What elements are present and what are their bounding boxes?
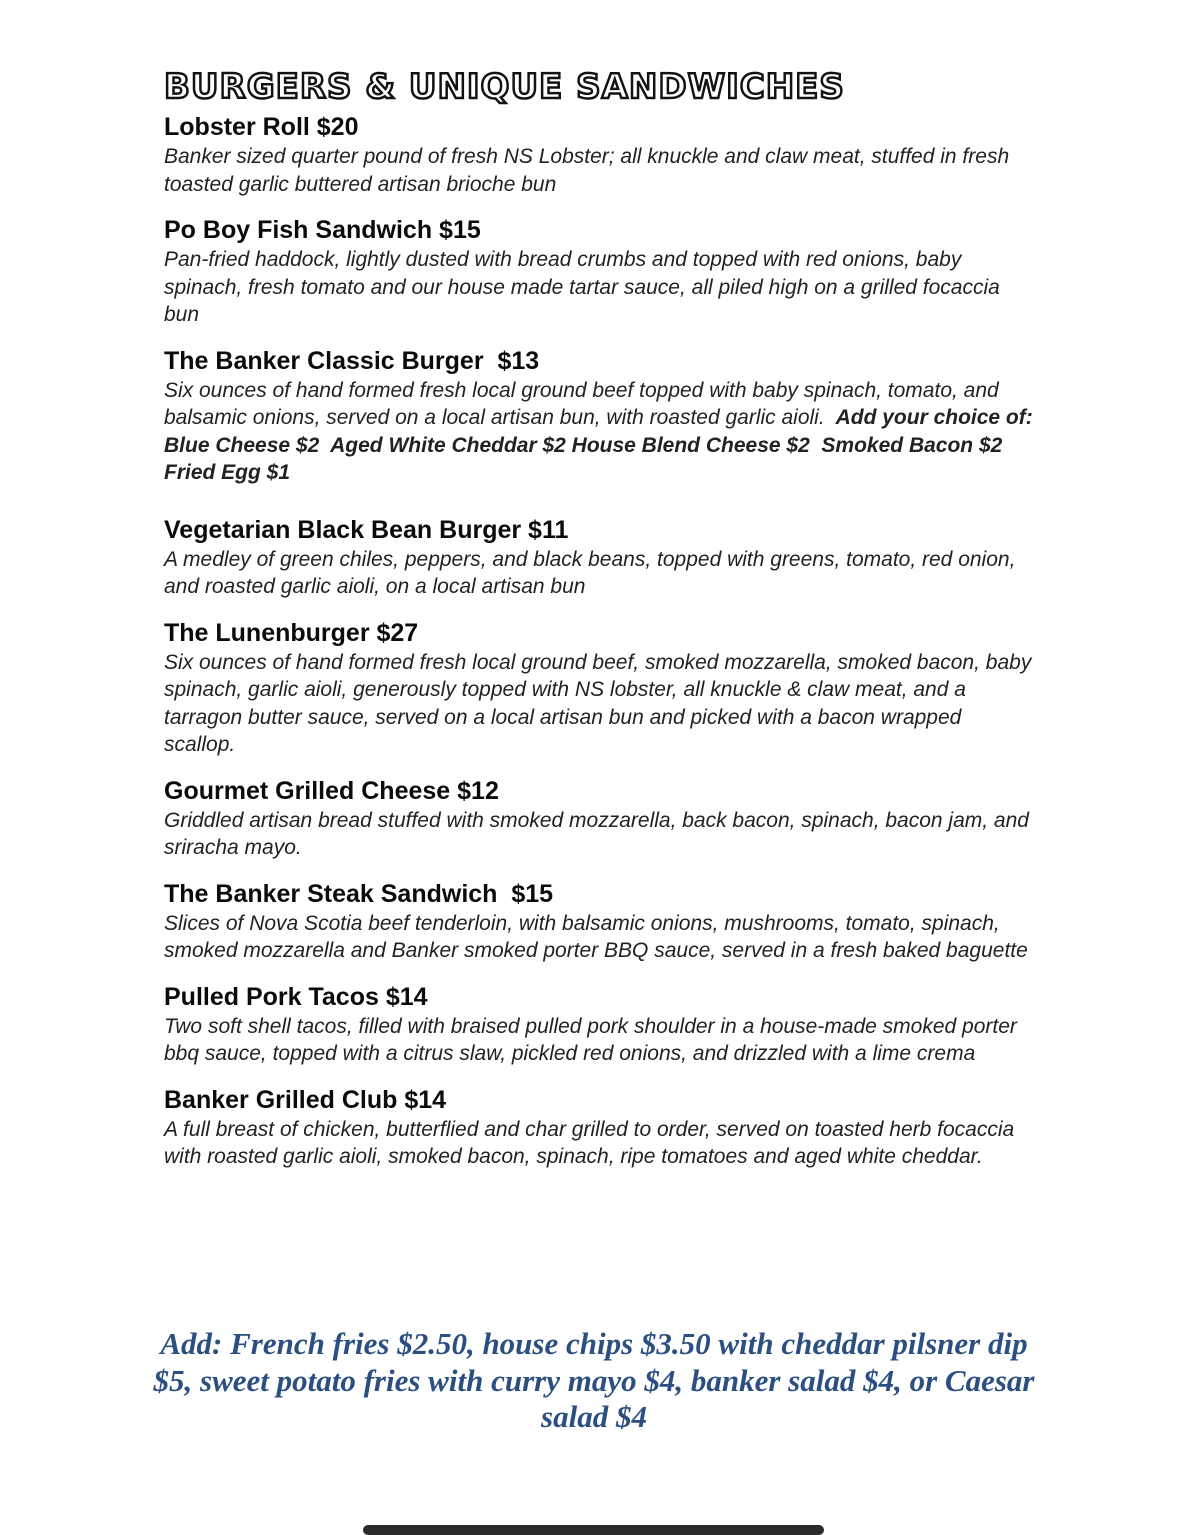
- item-description: Slices of Nova Scotia beef tenderloin, with balsamic onions, mushrooms, tomato, spinach, smoked mozzarella and Banker smoked porter BBQ sauce, served in a fresh baked baguette: [164, 911, 1028, 962]
- item-title: Pulled Pork Tacos $14: [164, 982, 428, 1011]
- item-description: Two soft shell tacos, filled with braised pulled pork shoulder in a house-made smoked porter bbq sauce, topped with a citrus slaw, pickled red onions, and drizzled with a lime crema: [164, 1014, 1017, 1065]
- menu-item-lunenburger: [164, 618, 1044, 759]
- menu-item-steak-sandwich: [164, 879, 1044, 965]
- item-description: Griddled artisan bread stuffed with smoked mozzarella, back bacon, spinach, bacon jam, and sriracha mayo.: [164, 808, 1029, 859]
- item-description: Six ounces of hand formed fresh local ground beef topped with baby spinach, tomato, and balsamic onions, served on a local artisan bun, with roasted garlic aioli.: [164, 378, 999, 429]
- menu-item-po-boy: [164, 215, 1044, 329]
- section-title: BURGERS & UNIQUE SANDWICHES: [164, 67, 845, 107]
- sides-addons-note: Add: French fries $2.50, house chips $3.50 with cheddar pilsner dip $5, sweet potato fries with curry mayo $4, banker salad $4, or Caesar salad $4: [153, 1326, 1035, 1434]
- item-title: Vegetarian Black Bean Burger $11: [164, 515, 569, 544]
- menu-items: [164, 112, 1044, 1171]
- item-title: Banker Grilled Club $14: [164, 1085, 447, 1114]
- item-title: Lobster Roll $20: [164, 113, 359, 141]
- item-description: Pan-fried haddock, lightly dusted with bread crumbs and topped with red onions, baby spinach, fresh tomato and our house made tartar sauce, all piled high on a grilled focaccia bun: [164, 248, 1000, 326]
- item-description: A full breast of chicken, butterflied and char grilled to order, served on toasted herb focaccia with roasted garlic aioli, smoked bacon, spinach, ripe tomatoes and aged white cheddar.: [164, 1117, 1015, 1168]
- item-description-wrapper: [164, 377, 1039, 487]
- item-description: A medley of green chiles, peppers, and black beans, topped with greens, tomato, red onion, and roasted garlic aioli, on a local artisan bun: [164, 547, 1016, 598]
- menu-item-grilled-club: [164, 1085, 1044, 1171]
- menu-item-lobster-roll: [164, 112, 1044, 198]
- menu-item-grilled-cheese: [164, 776, 1044, 862]
- home-indicator-bar[interactable]: [363, 1525, 824, 1535]
- menu-page: [164, 66, 1044, 1188]
- item-title: Gourmet Grilled Cheese $12: [164, 776, 499, 805]
- item-title: Po Boy Fish Sandwich $15: [164, 216, 481, 244]
- menu-item-pulled-pork-tacos: [164, 982, 1044, 1068]
- item-title: The Banker Steak Sandwich $15: [164, 879, 554, 908]
- item-addons: Add your choice of: Blue Cheese $2 Aged White Cheddar $2 House Blend Cheese $2 Smoked Bacon $2 Fried Egg $1: [164, 406, 1039, 484]
- item-description: Six ounces of hand formed fresh local ground beef, smoked mozzarella, smoked bacon, baby spinach, garlic aioli, generously topped with NS lobster, all knuckle & claw meat, and a tarragon butter sauce, served on a local artisan bun and picked with a bacon wrapped scallop.: [164, 650, 1032, 756]
- item-title: The Lunenburger $27: [164, 618, 419, 647]
- item-title: The Banker Classic Burger $13: [164, 346, 540, 375]
- menu-item-classic-burger: [164, 346, 1044, 487]
- item-description: Banker sized quarter pound of fresh NS Lobster; all knuckle and claw meat, stuffed in fresh toasted garlic buttered artisan brioche bun: [164, 145, 1010, 196]
- menu-item-black-bean-burger: [164, 515, 1044, 601]
